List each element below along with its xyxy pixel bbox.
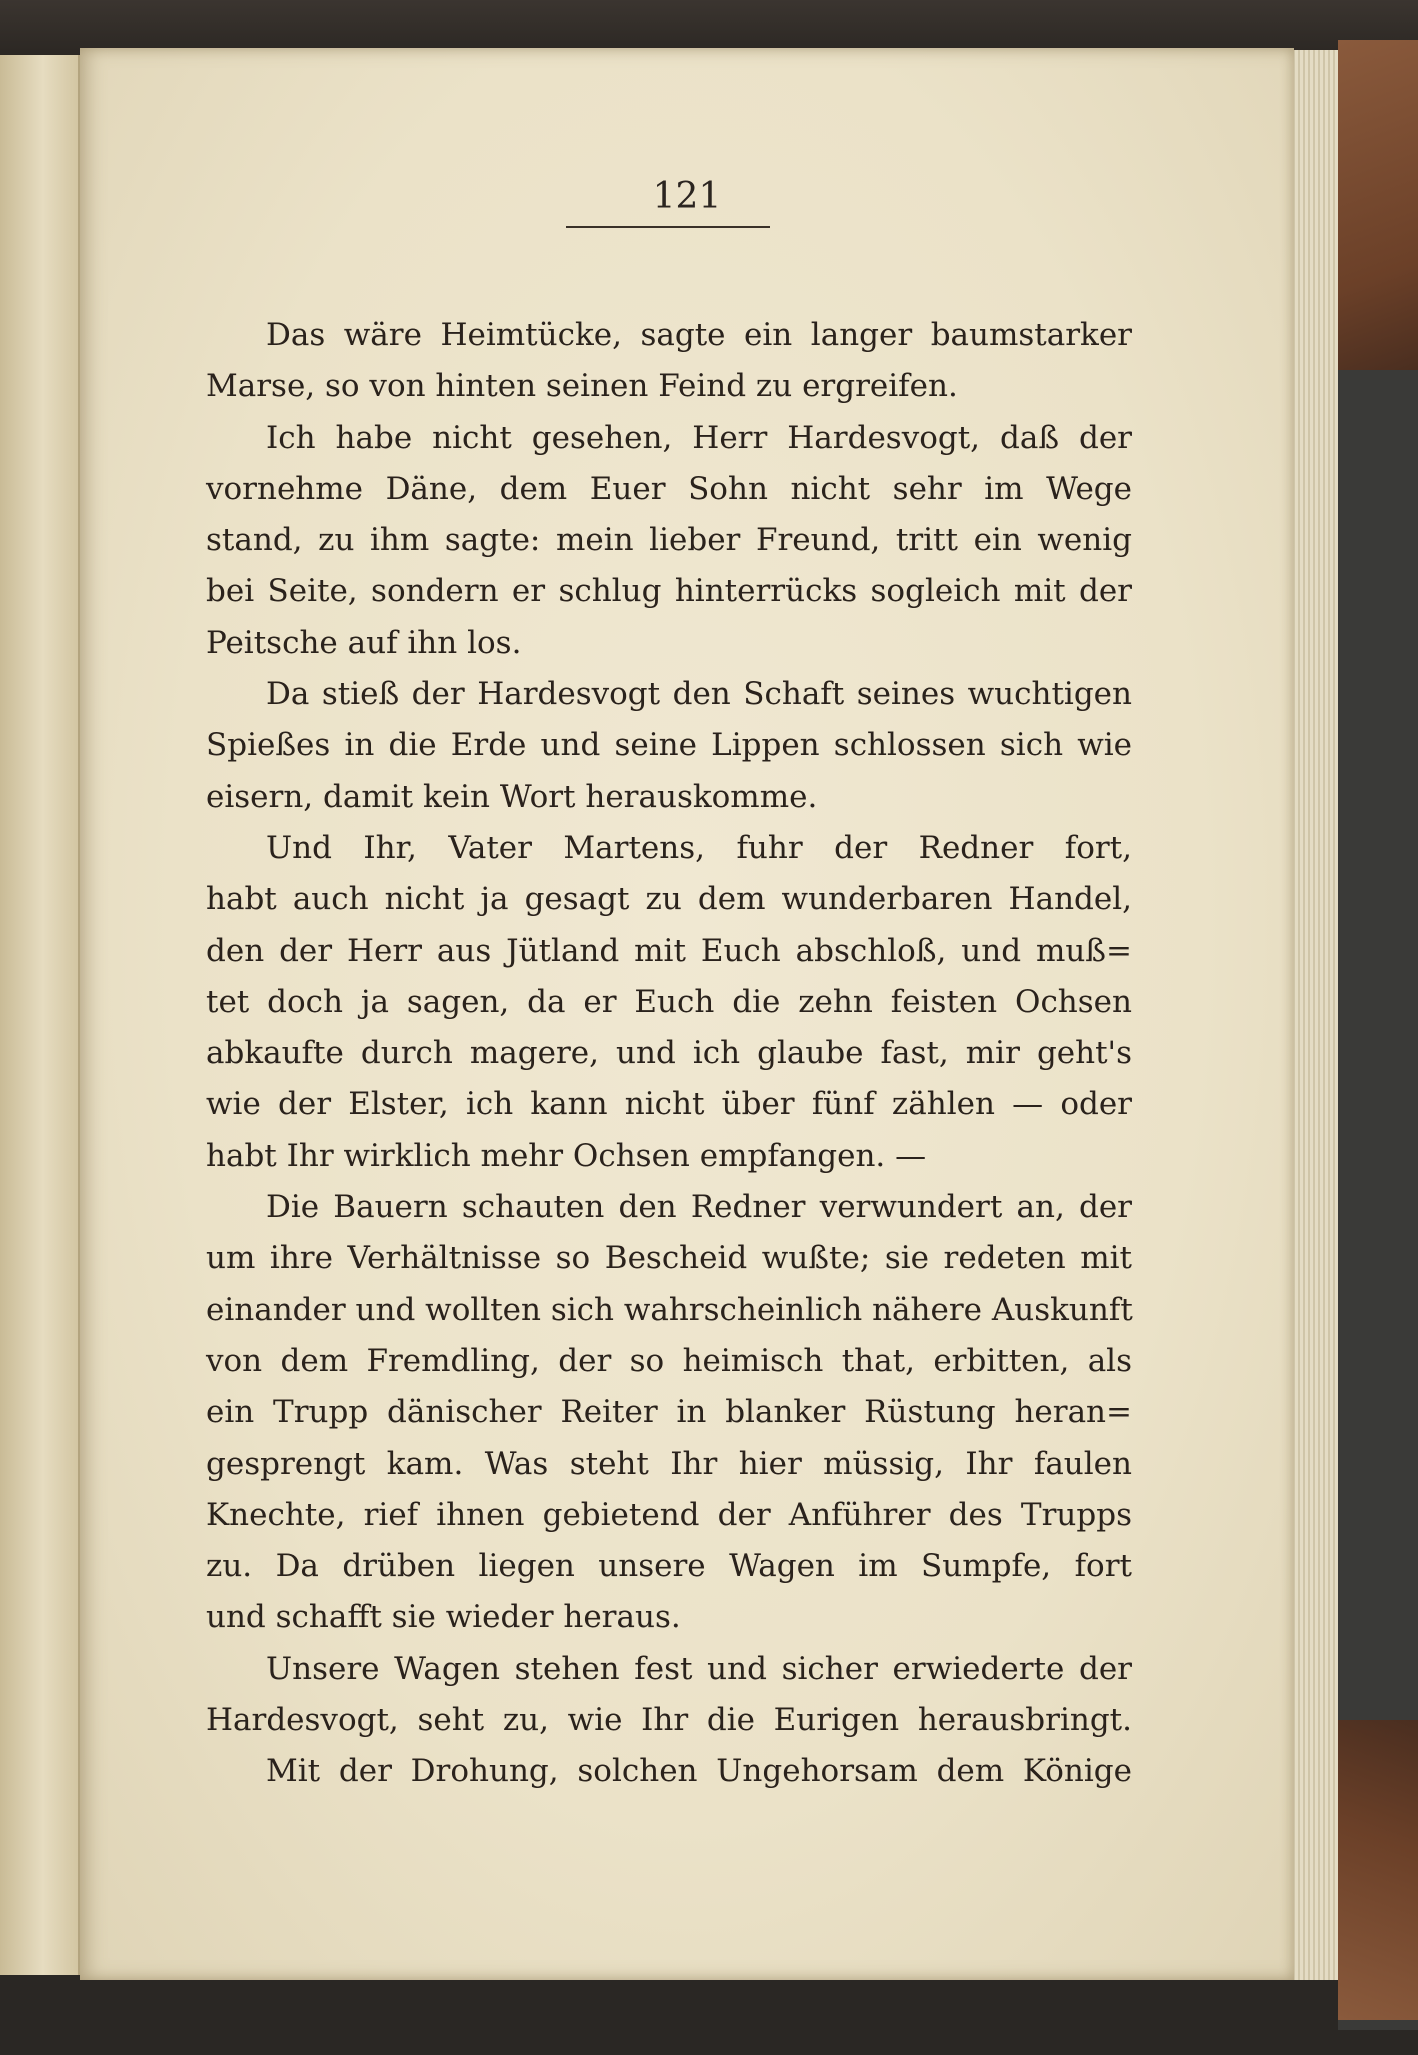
text-line: und schafft sie wieder heraus.	[206, 1599, 681, 1636]
text-line: abkaufte durch magere, und ich glaube fast, mir geht's	[206, 1035, 1132, 1072]
leather-corner-bottom	[1338, 1720, 1418, 2020]
header-rule	[566, 226, 770, 228]
text-line: Das wäre Heimtücke, sagte ein langer baumstarker	[266, 317, 1132, 353]
text-line: habt Ihr wirklich mehr Ochsen empfangen. —	[206, 1137, 927, 1174]
text-line: tet doch ja sagen, da er Euch die zehn feisten Ochsen	[206, 983, 1132, 1020]
leather-corner-top	[1338, 40, 1418, 370]
text-line: Ich habe nicht gesehen, Herr Hardesvogt, daß der	[266, 419, 1132, 456]
page-stack-edge	[1290, 50, 1338, 1980]
text-line: Mit der Drohung, solchen Ungehorsam dem Könige	[266, 1753, 1132, 1790]
book-page	[80, 48, 1294, 1980]
text-line: einander und wollten sich wahrscheinlich nähere Auskunft	[206, 1291, 1133, 1328]
text-line: Da stieß der Hardesvogt den Schaft seines wuchtigen	[266, 676, 1132, 713]
facing-page-edge	[0, 55, 80, 1975]
text-line: Marse, so von hinten seinen Feind zu ergreifen.	[206, 368, 958, 405]
text-line: Knechte, rief ihnen gebietend der Anführer des Trupps	[206, 1496, 1132, 1533]
text-line: Hardesvogt, seht zu, wie Ihr die Eurigen herausbringt.	[206, 1702, 1132, 1739]
text-line: habt auch nicht ja gesagt zu dem wunderbaren Handel,	[206, 881, 1132, 918]
text-line: stand, zu ihm sagte: mein lieber Freund, tritt ein wenig	[206, 522, 1132, 559]
text-line: ein Trupp dänischer Reiter in blanker Rüstung heran=	[206, 1394, 1132, 1431]
text-line: Spießes in die Erde und seine Lippen schlossen sich wie	[206, 727, 1132, 764]
text-line: den der Herr aus Jütland mit Euch abschloß, und muß=	[206, 932, 1132, 969]
text-line: Und Ihr, Vater Martens, fuhr der Redner fort,	[266, 829, 1132, 866]
text-line: von dem Fremdling, der so heimisch that, erbitten, als	[206, 1342, 1132, 1379]
text-line: gesprengt kam. Was steht Ihr hier müssig, Ihr faulen	[206, 1445, 1132, 1482]
body-text	[206, 310, 1132, 1798]
text-line: wie der Elster, ich kann nicht über fünf zählen — oder	[206, 1086, 1132, 1123]
text-line: vornehme Däne, dem Euer Sohn nicht sehr im Wege	[206, 470, 1132, 507]
text-line: Die Bauern schauten den Redner verwundert an, der	[266, 1189, 1132, 1226]
text-line: Unsere Wagen stehen fest und sicher erwiederte der	[266, 1650, 1132, 1687]
text-line: zu. Da drüben liegen unsere Wagen im Sumpfe, fort	[206, 1548, 1132, 1585]
text-line: um ihre Verhältnisse so Bescheid wußte; sie redeten mit	[206, 1240, 1132, 1277]
text-line: eisern, damit kein Wort herauskomme.	[206, 778, 818, 815]
text-line: Peitsche auf ihn los.	[206, 624, 522, 661]
text-line: bei Seite, sondern er schlug hinterrücks sogleich mit der	[206, 573, 1132, 610]
page-number: 121	[652, 176, 722, 217]
